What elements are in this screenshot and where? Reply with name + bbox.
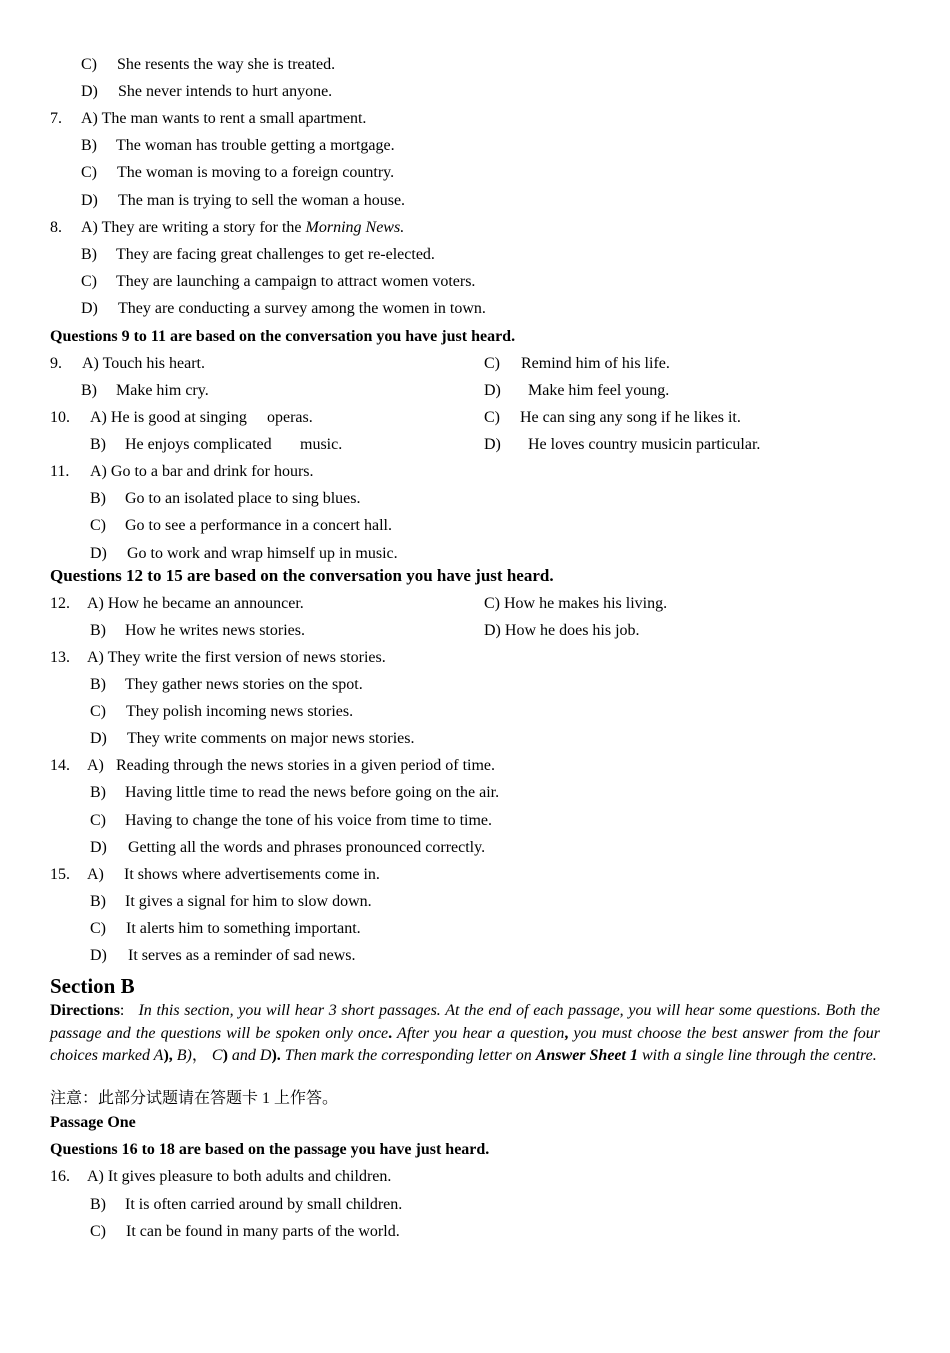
q13-option-c: C) They polish incoming news stories. [90,703,354,720]
q14-option-b: B) Having little time to read the news before going on the air. [90,784,500,801]
q15-option-b: B) It gives a signal for him to slow down. [90,893,372,910]
q15-option-a: A) It shows where advertisements come in. [87,866,380,883]
q13-option-b: B) They gather news stories on the spot. [90,676,363,693]
q6-option-c: C) She resents the way she is treated. [81,56,336,73]
q7-option-b: B) The woman has trouble getting a mortgage. [81,137,395,154]
q12-number: 12. [50,595,70,612]
heading-questions-16-18: Questions 16 to 18 are based on the passage you have just heard. [50,1141,490,1158]
q7-option-a: A) The man wants to rent a small apartment. [81,110,367,127]
q14-number: 14. [50,757,70,774]
q16-option-a: A) It gives pleasure to both adults and children. [87,1168,392,1185]
q11-option-a: A) Go to a bar and drink for hours. [90,463,314,480]
q15-number: 15. [50,866,70,883]
q14-option-d: D) Getting all the words and phrases pronounced correctly. [90,839,486,856]
q14-option-a: A) Reading through the news stories in a given period of time. [87,757,496,774]
q10-option-b: B) He enjoys complicated music. [90,436,343,453]
q13-option-a: A) They write the first version of news stories. [87,649,386,666]
passage-one-title: Passage One [50,1114,136,1131]
q16-number: 16. [50,1168,70,1185]
q15-option-d: D) It serves as a reminder of sad news. [90,947,356,964]
q8-option-c: C) They are launching a campaign to attract women voters. [81,273,476,290]
section-b-directions: Directions: In this section, you will hear 3 short passages. At the end of each passage, you will hear some questions. Both the passage and the questions will be spoken only once. After you hear a question, you must choose the best answer from the four choices marked A), B)， C) and D). Then mark the corresponding letter on Answer Sheet 1 with a single line through the centre. [50,1002,881,1064]
q12-option-d: D) How he does his job. [484,622,640,639]
q9-option-d: D) Make him feel young. [484,382,670,399]
heading-questions-9-11: Questions 9 to 11 are based on the conversation you have just heard. [50,328,516,345]
q8-option-d: D) They are conducting a survey among the women in town. [81,300,486,317]
q12-option-a: A) How he became an announcer. [87,595,304,612]
q12-option-b: B) How he writes news stories. [90,622,305,639]
q8-option-b: B) They are facing great challenges to get re-elected. [81,246,435,263]
q9-option-c: C) Remind him of his life. [484,355,670,372]
q12-option-c: C) How he makes his living. [484,595,668,612]
q11-option-d: D) Go to work and wrap himself up in music. [90,545,398,562]
q15-option-c: C) It alerts him to something important. [90,920,361,937]
q7-number: 7. [50,110,62,127]
q10-option-c: C) He can sing any song if he likes it. [484,409,741,426]
heading-questions-12-15: Questions 12 to 15 are based on the conversation you have just heard. [50,566,554,585]
q6-option-d: D) She never intends to hurt anyone. [81,83,333,100]
q10-number: 10. [50,409,70,426]
q14-option-c: C) Having to change the tone of his voice from time to time. [90,812,493,829]
q10-option-a: A) He is good at singing operas. [90,409,313,426]
q8-number: 8. [50,219,62,236]
q11-number: 11. [50,463,70,480]
q10-option-d: D) He loves country musicin particular. [484,436,761,453]
q11-option-b: B) Go to an isolated place to sing blues. [90,490,361,507]
q9-option-a: A) Touch his heart. [82,355,205,372]
q8-option-a: A) They are writing a story for the Morning News. [81,219,405,236]
q9-option-b: B) Make him cry. [81,382,209,399]
q11-option-c: C) Go to see a performance in a concert hall. [90,517,392,534]
section-b-title: Section B [50,974,135,998]
q16-option-b: B) It is often carried around by small children. [90,1196,403,1213]
chinese-note: 注意：此部分试题请在答题卡 1 上作答。 [50,1090,339,1107]
q7-option-d: D) The man is trying to sell the woman a house. [81,192,406,209]
q13-option-d: D) They write comments on major news stories. [90,730,415,747]
q9-number: 9. [50,355,62,372]
q13-number: 13. [50,649,70,666]
q7-option-c: C) The woman is moving to a foreign country. [81,164,395,181]
q16-option-c: C) It can be found in many parts of the world. [90,1223,400,1240]
